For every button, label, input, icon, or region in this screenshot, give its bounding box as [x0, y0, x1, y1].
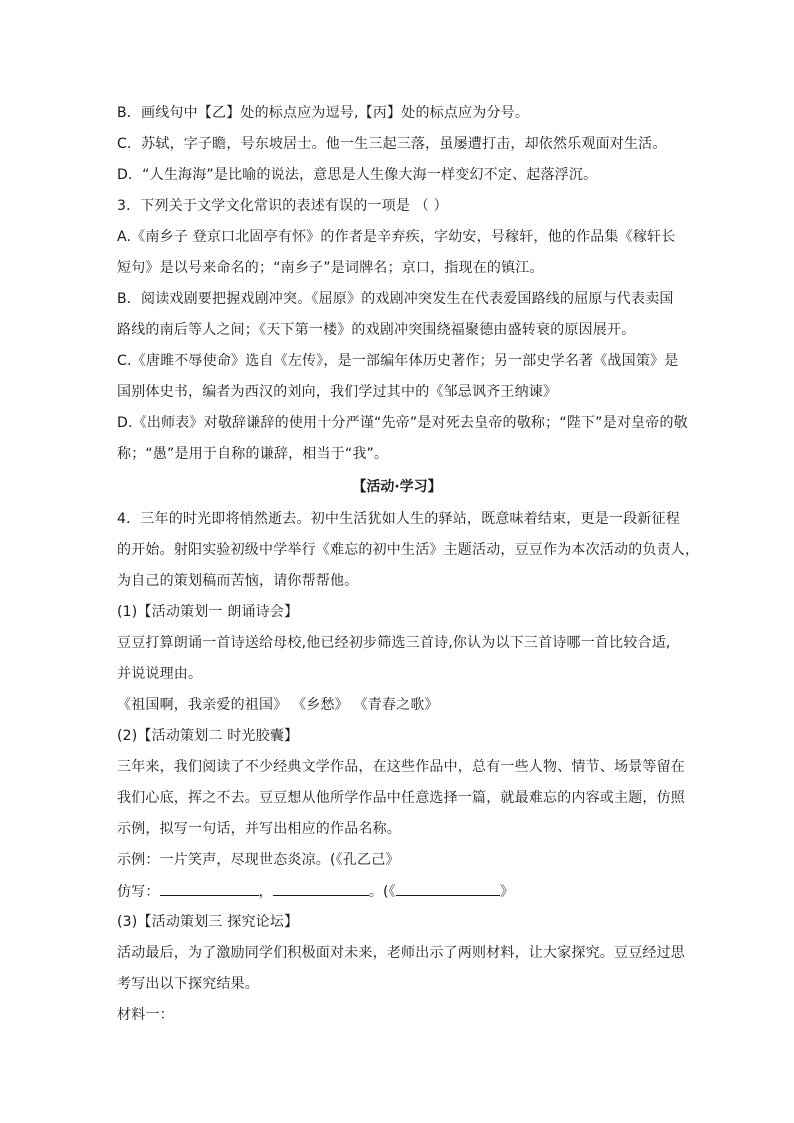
imitation-blank-2[interactable] — [273, 881, 369, 896]
q3-option-d-line2: 称；“愚”是用于自称的谦辞，相当于“我”。 — [117, 446, 389, 462]
imitation-title-close: 》 — [499, 884, 515, 900]
q3-option-c-line1: C.《唐雎不辱使命》选自《左传》，是一部编年体历史著作；另一部史学名著《战国策》是 — [117, 353, 679, 369]
plan-1-line2: 并说说理由。 — [117, 666, 203, 682]
example-sentence: 示例：一片笑声，尽现世态炎凉。(《孔乙己》 — [117, 852, 400, 868]
option-d-metaphor: D．“人生海海”是比喻的说法，意思是人生像大海一样变幻不定、起落浮沉。 — [117, 167, 598, 183]
poem-list: 《祖国啊，我亲爱的祖国》 《乡愁》 《青春之歌》 — [117, 697, 439, 713]
imitation-separator: ， — [258, 884, 273, 900]
option-c-su-shi: C．苏轼，字子瞻，号东坡居士。他一生三起三落，虽屡遭打击，却依然乐观面对生活。 — [117, 136, 667, 152]
question-4-line2: 的开始。射阳实验初级中学举行《难忘的初中生活》主题活动，豆豆作为本次活动的负责人， — [117, 542, 700, 558]
plan-1-line1: 豆豆打算朗诵一首诗送给母校,他已经初步筛选三首诗,你认为以下三首诗哪一首比较合适, — [117, 635, 671, 651]
material-one-label: 材料一： — [117, 1007, 174, 1023]
imitation-line — [117, 881, 514, 902]
q3-option-d-line1: D.《出师表》对敬辞谦辞的使用十分严谨“先帝”是对死去皇帝的敬称；“陛下”是对皇帝的敬 — [117, 415, 688, 431]
plan-2-title: (2)【活动策划二 时光胶囊】 — [117, 728, 299, 744]
q3-option-c-line2: 国别体史书，编者为西汉的刘向，我们学过其中的《邹忌讽齐王纳谏》 — [117, 384, 558, 400]
plan-2-line3: 示例，拟写一句话，并写出相应的作品名称。 — [117, 821, 401, 837]
plan-1-title: (1)【活动策划一 朗诵诗会】 — [117, 604, 299, 620]
work-title-blank[interactable] — [396, 881, 500, 896]
plan-2-line1: 三年来，我们阅读了不少经典文学作品，在这些作品中，总有一些人物、情节、场景等留在 — [117, 759, 685, 775]
imitation-title-open: 。(《 — [368, 884, 396, 900]
q3-option-b-line1: B．阅读戏剧要把握戏剧冲突。《屈原》的戏剧冲突发生在代表爱国路线的屈原与代表卖国 — [117, 291, 674, 307]
question-4-line1: 4．三年的时光即将悄然逝去。初中生活犹如人生的驿站，既意味着结束，更是一段新征程 — [117, 511, 680, 527]
section-heading-activity: 【活动·学习】 — [352, 479, 442, 495]
question-4-line3: 为自己的策划稿而苦恼，请你帮帮他。 — [117, 573, 359, 589]
imitation-prefix: 仿写： — [117, 884, 160, 900]
q3-option-b-line2: 路线的南后等人之间；《天下第一楼》的戏剧冲突围绕福聚德由盛转衰的原因展开。 — [117, 322, 636, 338]
plan-2-line2: 我们心底，挥之不去。豆豆想从他所学作品中任意选择一篇，就最难忘的内容或主题，仿照 — [117, 790, 685, 806]
plan-3-title: (3)【活动策划三 探究论坛】 — [117, 914, 299, 930]
option-b-punctuation: B．画线句中【乙】处的标点应为逗号,【丙】处的标点应为分号。 — [117, 105, 530, 121]
q3-option-a-line2: 短句》是以号来命名的；“南乡子”是词牌名；京口，指现在的镇江。 — [117, 260, 544, 276]
q3-option-a-line1: A.《南乡子 登京口北固亭有怀》的作者是辛弃疾，字幼安，号稼轩，他的作品集《稼轩长 — [117, 229, 676, 245]
plan-3-line1: 活动最后，为了激励同学们积极面对未来，老师出示了两则材料，让大家探究。豆豆经过思 — [117, 945, 685, 961]
imitation-blank-1[interactable] — [160, 881, 259, 896]
question-3: 3．下列关于文学文化常识的表述有误的一项是 （ ） — [117, 198, 448, 214]
plan-3-line2: 考写出以下探究结果。 — [117, 976, 259, 992]
